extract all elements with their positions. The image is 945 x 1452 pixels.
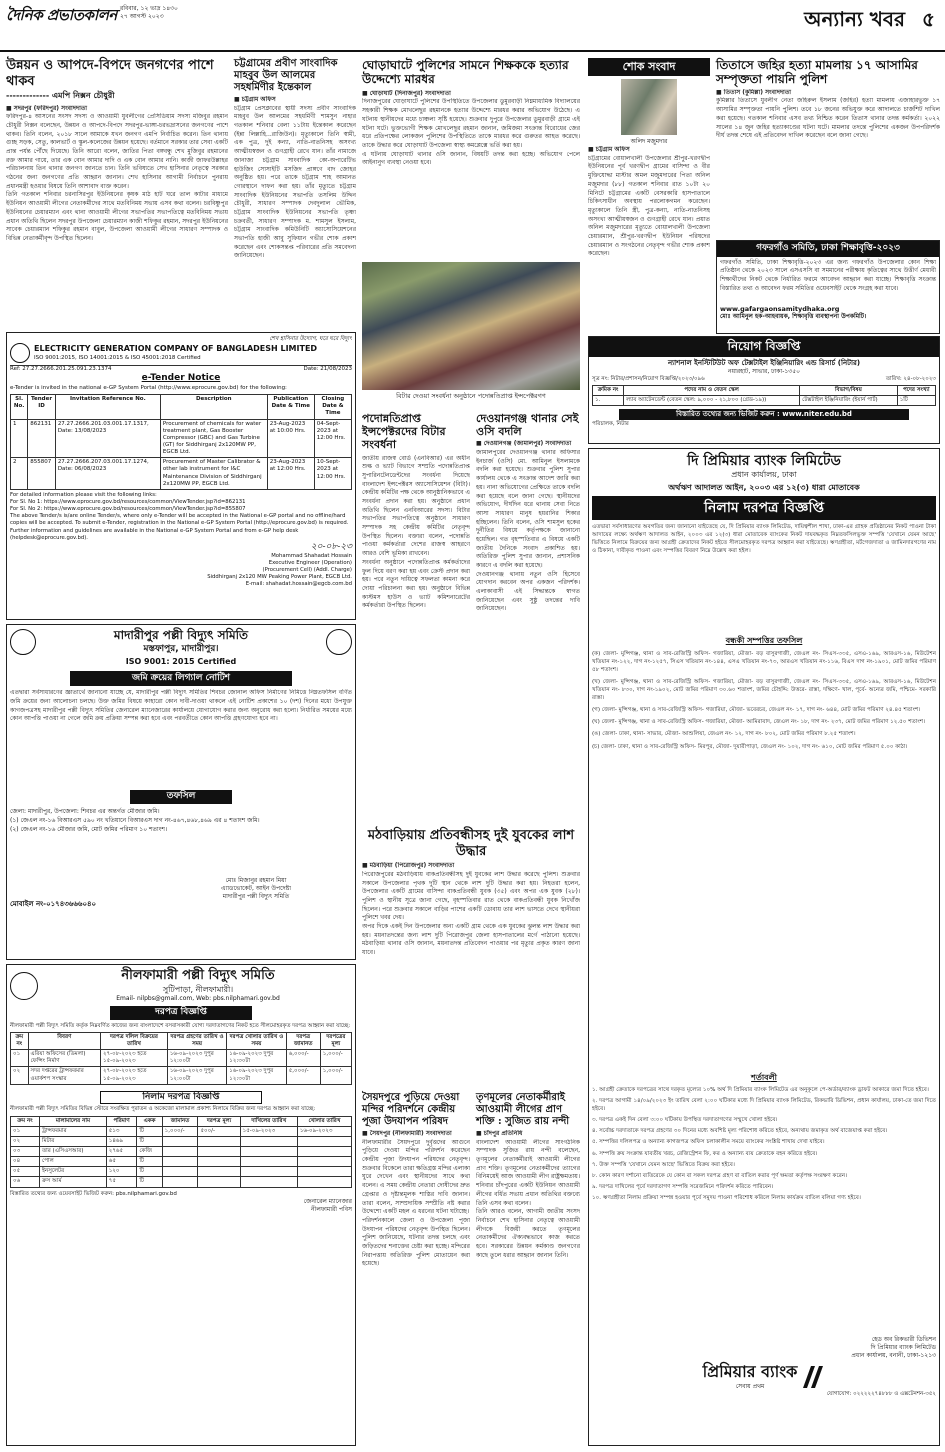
table-cell (162, 1167, 198, 1177)
terms-list (592, 1086, 936, 1336)
table-cell: ০৪ (11, 1157, 40, 1167)
table-cell: 23-Aug-2023 at 10:00 Hrs. (267, 419, 314, 458)
table-cell (240, 1167, 297, 1177)
schedule-item: (ঘ) জেলা- মুন্সিগঞ্জ, থানা ও সাব-রেজিস্ট্রি অফিস- গজারিয়া, মৌজা- আমিরাবাদ, জেএল নং- ১৮, দাগ নং- ২৩৭, মোট জমির পরিমাণ ১২.৫০ শতাংশ। (592, 719, 926, 726)
date-line-english: ২৭ আগস্ট ২০২৩ (120, 13, 164, 21)
dateline: ■ সৈয়দপুর (নীলফামারী) সংবাদদাতা (362, 1130, 452, 1137)
table-cell: ০১ (11, 1126, 40, 1136)
bank-title: দি প্রিমিয়ার ব্যাংক লিমিটেড (687, 453, 841, 469)
dateline: ■ চট্টগ্রাম অফিস (588, 146, 630, 154)
headline: ঘোড়াঘাটে পুলিশের সামনে শিক্ষককে হত্যার উদ্দেশ্যে মারধর (362, 58, 569, 87)
table-cell: ২৭৬৫ (106, 1147, 137, 1157)
article-body: দিনাজপুরের ঘোড়াঘাটে পুলিশের উপস্থিতিতে উপজেলার ডুমুরবাড়ী নিম্নমাধ্যমিক বিদ্যালয়ের সহকারী শিক্ষক মোখলেছুর রহমানকে হত্যার উদ্দেশ্যে মারধর করার অভিযোগ উঠেছে। এ ঘটনায় স্থানীয়দের মধ্যে চাঞ্চল্য সৃষ্টি হয়েছে। শুক্রবার দুপুরে উপজেলার ডুমুরবাড়ী গ্রামে এই ঘটনা ঘটে। ভুক্তভোগী শিক্ষক মোখলেছুর রহমান জানান, জমিজমা সংক্রান্ত বিরোধের জের ধরে প্রতিপক্ষের লোকজন পুলিশের উপস্থিতিতে তাকে মারধর করে গুরুতর আহত করেছে। তাকে উদ্ধার করে ঘোড়াঘাট উপজেলা স্বাস্থ্য কমপ্লেক্সে ভর্তি করা হয়। এ ঘটনায় ঘোড়াঘাট থানার ওসি জানান, বিষয়টি তদন্ত করা হচ্ছে। অভিযোগ পেলে আইনানুগ ব্যবস্থা নেওয়া হবে। (362, 98, 580, 167)
table-cell (240, 1177, 297, 1187)
table-cell: ৭৫ (106, 1177, 137, 1187)
table-cell (240, 1136, 297, 1146)
article-mathbaria (362, 828, 580, 1088)
photo-caption: বিটার দেওয়া সংবর্ধনা অনুষ্ঠানে পদোন্নতিপ্রাপ্ত ইন্সপেক্টরগণ (396, 392, 546, 400)
auction-intro: নীলফামারী পল্লী বিদ্যুৎ সমিতির বিভিন্ন স্টোরে সংরক্ষিত পুরাতন ও অকেজো মালামাল প্রকাশ্য নিলামে বিক্রির জন্য দরপত্র আহ্বান করা যাচ্ছে: (10, 1106, 316, 1113)
table-cell (240, 1157, 297, 1167)
table-cell: পোল (40, 1157, 107, 1167)
iso-line: ISO 9001: 2015 Certified (125, 657, 237, 667)
table-cell: ইনসুলেটর (40, 1167, 107, 1177)
article-ghoraghat (362, 58, 580, 258)
term-item: ২. দরপত্র আগামী ১৪/০৯/২০২৩ ইং তারিখ বেলা ২:০০ ঘটিকার মধ্যে দি প্রিমিয়ার ব্যাংক লিমিটেড, রিকভারি ডিভিশন, প্রধান কার্যালয়, ঢাকা-তে জমা দিতে হইবে। (592, 1098, 936, 1113)
table-cell (162, 1177, 198, 1187)
ref-number: সূত্র নং: নিটার/প্রশাসন/নিয়োগ বিজ্ঞপ্তি/২০২৩/০৯৬ (592, 376, 705, 383)
gafargaon-scholarship-ad (716, 240, 940, 334)
schedule-item: (ক) জেলা- মুন্সিগঞ্জ, থানা ও সাব-রেজিস্ট্রি অফিস- গজারিয়া, মৌজা- বড় বাসুরগাজী, জেএল নং- সিএস-৩৩৫, এসএ-১৬৯, আরএস-১৬, মিউটেশন খতিয়ান নং-১২২, দাগ নং-১২৫৭, সিএস খতিয়ান নং-১৪৪, এসএ খতিয়ান নং-৭৩, আরএস খতিয়ান নং-১১৬, বিএস দাগ নং-১৯০১, মোট জমির পরিমাণ ৫৮ শতাংশ। (592, 650, 936, 673)
col-header: জামানত (162, 1116, 198, 1126)
byline: ------------- এমপি নিক্সন চৌধুরী (6, 91, 115, 101)
table-cell: ৫,০০০/- (286, 1067, 320, 1084)
article-trinomul (476, 1092, 580, 1446)
egcb-logo-icon (10, 343, 30, 363)
terms-title: শর্তাবলী (751, 1072, 777, 1082)
bank-subtitle: প্রধান কার্যালয়, ঢাকা (731, 470, 797, 480)
term-item: ৮. কোন কারণ দর্শানো ব্যতিরেকে যে কোন বা সকল দরপত্র গ্রহণ বা বাতিল করার পূর্ণ ক্ষমতা কর্তৃপক্ষ সংরক্ষণ করেন। (592, 1172, 848, 1179)
table-row (11, 1067, 352, 1084)
headline: চট্টগ্রামের প্রবীণ সাংবাদিক মাহবুব উল আলমের সহধর্মিণীর ইন্তেকাল (234, 58, 338, 93)
term-item: ৫. সম্পত্তির দলিলপত্র ও অন্যান্য কাগজপত্র অফিস চলাকালীন সময়ে ব্যাংকের সংশ্লিষ্ট শাখায় দেখা যাইবে। (592, 1139, 825, 1146)
col-header: Closing Date & Time (314, 395, 351, 419)
dateline: ■ দেওয়ানগঞ্জ (জামালপুর) সংবাদদাতা (476, 440, 572, 448)
auction-table (10, 1116, 352, 1188)
niter-post-table (592, 385, 936, 406)
col-header: পদের নাম ও বেতন স্কেল (624, 385, 800, 395)
auction-title: নিলাম দরপত্র বিজ্ঞপ্তি (100, 1091, 262, 1105)
headline: তৃণমূলের নেতাকর্মীরাই আওয়ামী লীগের প্রাণ শক্তি : সুজিত রায় নন্দী (476, 1092, 570, 1127)
nilphamari-pbs-notice (6, 964, 356, 1446)
table-cell: ১৬-০৯-২০২৩ দুপুর ১২:০০টা (167, 1067, 226, 1084)
table-row (11, 1050, 352, 1067)
company-name: ELECTRICITY GENERATION COMPANY OF BANGLADESH LIMITED (34, 344, 318, 354)
article-body: কুমিল্লার তিতাসে যুবলীগ নেতা জহিরুল ইসলাম (জহির) হত্যা মামলায় এজাহারভুক্ত ১৭ আসামির সম্পৃক্ততা পায়নি পুলিশ। তবে ১৮ জনের অভিযুক্ত করে আদালতে চার্জশিট দাখিল করা হয়েছে। গতকাল শনিবার এসব তথ্য নিশ্চিত করেন তিতাস থানার তদন্ত কর্মকর্তা। ২০২২ সালের ১৪ জুন জহির হত্যাকাণ্ডের ঘটনা ঘটে। মামলার তদন্তে পুলিশের একজন উপপরিদর্শক দীর্ঘ তদন্ত শেষে এই প্রতিবেদন দাখিল করেছেন বলে জানা গেছে। (716, 97, 940, 140)
table-cell (162, 1157, 198, 1167)
notice-title: নিলাম দরপত্র বিজ্ঞপ্তি (592, 496, 936, 520)
table-cell (297, 1177, 351, 1187)
col-header: বিবরণ (28, 1032, 100, 1049)
article-body: বাংলাদেশ আওয়ামী লীগের সাংগঠনিক সম্পাদক সুজিত রায় নন্দী বলেছেন, তৃণমূলের নেতাকর্মীরাই আওয়ামী লীগের প্রাণ শক্তি। তৃণমূলের নেতাকর্মীদের ত্যাগের বিনিময়েই আজ আওয়ামী লীগ রাষ্ট্রক্ষমতায়। শনিবার চাঁদপুরের একটি ইউনিয়ন আওয়ামী লীগের বর্ধিত সভায় প্রধান অতিথির বক্তব্যে তিনি এসব কথা বলেন। তিনি আরও বলেন, আগামী জাতীয় সংসদ নির্বাচনে শেখ হাসিনার নেতৃত্বে আওয়ামী লীগকে বিজয়ী করতে তৃণমূলের নেতাকর্মীদের ঐক্যবদ্ধভাবে কাজ করতে হবে। সরকারের উন্নয়ন কর্মকাণ্ড জনগণের কাছে তুলে ধরার আহ্বান জানান তিনি। (476, 1138, 580, 1259)
table-cell: ১৬-০৯-২০২৩ দুপুর ১২:৩০টা (227, 1067, 286, 1084)
table-cell: Procurement of Master Calibrator & other lab instrument for I&C Maintenance Division of Siddhirganj 2x120MW PP, EGCB Ltd. (160, 458, 267, 490)
article-obituary-chattogram (234, 58, 356, 328)
table-cell: ট্রান্সফরমার (40, 1126, 107, 1136)
term-item: ৯. দরপত্র দাখিলের পূর্বে দরদাতাগণ সম্পত্তি সরেজমিনে পরিদর্শন করিতে পারিবেন। (592, 1183, 774, 1190)
table-cell: টি (137, 1157, 162, 1167)
table-cell: ১৬-০৯-২০২৩ দুপুর ১২:৩০টা (227, 1050, 286, 1067)
table-cell: ২৭-০৮-২০২৩ হতে ১৫-০৯-২০২৩ (101, 1050, 168, 1067)
table-cell: 27.27.2666.201.03.001.17.1317, Date: 13/08/2023 (55, 419, 160, 458)
col-header: Publication Date & Time (267, 395, 314, 419)
dateline: ■ তিতাস (কুমিল্লা) সংবাদদাতা (716, 88, 792, 96)
table-cell: ২৭-০৮-২০২৩ হতে ১৫-০৯-২০২৩ (101, 1067, 168, 1084)
newspaper-logo: দৈনিক প্রভাতকালন (6, 6, 117, 24)
table-cell: ০২ (11, 1067, 29, 1084)
table-cell: 855807 (28, 458, 56, 490)
ref-date: Date: 21/08/2023 (303, 366, 352, 373)
table-cell: ১,০০০/- (162, 1126, 198, 1136)
table-cell (297, 1136, 351, 1146)
mobile-number: মোবাইল নং-০১৭৪৩৬৬৬০৪০ (10, 900, 97, 909)
article-body: পিরোজপুরের মঠবাড়িয়ায় বাকপ্রতিবন্ধীসহ দুই যুবকের লাশ উদ্ধার করেছে পুলিশ। শুক্রবার সকালে উপজেলার পৃথক দুটি স্থান থেকে লাশ দুটি উদ্ধার করা হয়। নিহতরা হলেন, উপজেলার একটি গ্রামের বাসিন্দা বাকপ্রতিবন্ধী যুবক (৩৫) এবং অপর এক যুবক (২৮)। পুলিশ ও স্থানীয় সূত্রে জানা গেছে, বৃহস্পতিবার রাত থেকে বাকপ্রতিবন্ধী যুবক নিখোঁজ ছিলেন। পরে শুক্রবার সকালে বাড়ির পাশের একটি ডোবায় তার লাশ ভাসতে দেখে স্থানীয়রা পুলিশে খবর দেয়। অপর দিকে একই দিন উপজেলার অন্য একটি গ্রাম থেকে এক যুবকের ঝুলন্ত লাশ উদ্ধার করা হয়। ময়নাতদন্তের জন্য লাশ দুটি পিরোজপুর জেলা হাসপাতালের মর্গে পাঠানো হয়েছে। মঠবাড়িয়া থানার ওসি জানান, ময়নাতদন্ত প্রতিবেদন পাওয়ার পর মৃত্যুর প্রকৃত কারণ জানা যাবে। (362, 870, 580, 957)
tender-details: For detailed information please visit the following links: For Sl. No 1: https://www.eprocure.gov.bd/resources/common/ViewTender.jsp?id=862131 For Sl. No 2: https://www.eprocure.gov.bd/resources/common/ViewTender.jsp?id=855807 The above Tender/s is/are online Tender/s, where only e-Tender will be accepted in the National e-GP portal and no offline/hard copies will be accepted. To submit e-Tender, registration in the National e-GP System Portal (http://eprocure.gov.bd) is required. Further information and guidelines are available in the National e-GP System Portal and from e-GP help desk (helpdesk@eprocure.gov.bd). (10, 491, 349, 541)
table-cell: মিটার (40, 1136, 107, 1146)
col-header: দরপত্রের মূল্য (320, 1032, 351, 1049)
headline: দেওয়ানগঞ্জ থানার সেই ওসি বদলি (476, 412, 579, 439)
col-header: Description (160, 395, 267, 419)
article-body: ফরিদপুর-৪ আসনের সংসদ সদস্য ও আওয়ামী যুবলীগের প্রেসিডিয়াম সদস্য মজিবুর রহমান চৌধুরী নিক্সন বলেছেন, উন্নয়ন ও আপদে-বিপদে সদরপুর-ভাঙ্গা-চরভদ্রাসনের জনগণের পাশে থাকব। তিনি বলেন, ২০১৮ সালে আমাকে যখন জনগণ এমপি নির্বাচিত করেন। তিন থানায় গুচ্ছ সড়ক, সেতু, কালভার্ট ও স্কুল-কলেজের উন্নয়ন হয়েছে। বর্তমানে সরকার তার সেবা একটি প্রান্ত পর্যন্ত পৌঁছে দিয়েছে। তিনি আরো বলেন, জাতির পিতা বঙ্গবন্ধু শেখ মুজিবুর রহমানের রক্ত আমার গায়ে, তার এক বোন আমার দাদি ও এক বোন আমার নানি। কাজী জাফরউল্লাহর পরিচালনায় তিন থানার জনগণ জানতে চান। তিনি ভবিষ্যতে সেখ হাসিনার নেতৃত্বে সরকার গঠনের জন্য জনগণের প্রতি আহ্বান জানান। শেখ হাসিনার আগামী নির্বাচনে পুনরায় প্রধানমন্ত্রী হওয়ার বিষয়ে তিনি আশাবাদ ব্যক্ত করেন। তিনি গতকাল শনিবার চরনাসিরপুর ইউনিয়নের কৃষক মাঠ হাট ঘরে তাল কাটার মাধ্যমে ইউনিয়ন আওয়ামী লীগের নেতাকর্মীদের সাথে মতবিনিময় সভায় এসব কথা বলেন। চরবিষ্ণুপুর ইউনিয়নের চেয়ারম্যান এবং থানা আওয়ামী লীগের সভাপতির সভাপতিত্বে মতবিনিময় সভায় প্রধান অতিথি ছিলেন সদরপুর উপজেলা চেয়ারম্যান কাজী শফিকুর রহমান, সদরপুর ইউনিয়নের সাবেক চেয়ারম্যান শফিকুর রহমান বাবুল, উপজেলা আওয়ামী লীগের সাধারণ সম্পাদক ও বিভিন্ন নেতাকর্মীবৃন্দ উপস্থিত ছিলেন। (6, 113, 228, 242)
table-cell: টি (137, 1177, 162, 1187)
notice-intro: এতদ্বারা সর্বসাধারণের অবগতির জন্য জানানো যাইতেছে যে, দি প্রিমিয়ার ব্যাংক লিমিটেড, দায়িত্বশীল শাখা, ঢাকা-এর গ্রাহক প্রতিষ্ঠানের নিকট পাওনা টাকা আদায়ের লক্ষ্যে অর্থঋণ আদালত আইন, ২০০৩ এর ১২(৩) ধারা মোতাবেক ব্যাংকের নিকট দায়বদ্ধকৃত নিম্নতফসিলভুক্ত সম্পত্তি 'যেখানে যেমন আছে' ভিত্তিতে নিলামে বিক্রয়ের জন্য আগ্রহী ক্রেতাদের নিকট হইতে সীলমোহরকৃত দরপত্র আহ্বান করা যাইতেছে। ঋণগ্রহীতা, মর্টগেজদাতা ও জামিনদারগণের নাম ও ঠিকানা, দাবীকৃত পাওনা এবং সম্পত্তির বিবরণ নিম্নে উল্লেখ করা হইল। (592, 524, 936, 555)
date-block (120, 5, 178, 21)
ref-date: তারিখ: ২৪-০৮-২০২৩ (885, 376, 936, 383)
table-cell: Procurement of chemicals for water treatment plant, Gas Booster Compressor (GBC) and Gas Turbine (GT) for Siddhirganj 2x120MW PP, EGCB Ltd. (160, 419, 267, 458)
tender-table (10, 1032, 352, 1085)
table-row (11, 1157, 352, 1167)
signer-block: জেনারেল ম্যানেজার নীলফামারী পবিস (303, 1197, 352, 1213)
schedule-item: (খ) জেলা- মুন্সিগঞ্জ, থানা ও সাব-রেজিস্ট্রি অফিস- গজারিয়া, মৌজা- বড় বাসুরগাজী, জেএল নং- সিএস-৩৩৫, এসএ-১৬৯, আরএস-১৬, মিউটেশন খতিয়ান নং- ৮৩০, দাগ নং-১৯০২, মোট জমির পরিমাণ ৩০.৬০ শতাংশ, জমির চৌহদ্দি: উত্তরে- রাস্তা, দক্ষিণে- খাল, পূর্বে- অন্যের জমি, পশ্চিমে- সরকারি রাস্তা। (592, 678, 936, 702)
table-row (11, 1136, 352, 1146)
egcb-tender-ad (6, 332, 356, 620)
table-row (11, 458, 352, 490)
obituary-photo (621, 79, 677, 135)
col-header: দরপত্র জামানত (286, 1032, 320, 1049)
table-cell (297, 1147, 351, 1157)
notice-body: এতদ্বারা সর্বসাধারণের জ্ঞাতার্থে জানানো যাচ্ছে যে, মাদারীপুর পল্লী বিদ্যুৎ সমিতির শিবচর জোনাল অফিস নির্মাণের নিমিত্তে নিম্নতফসিল বর্ণিত জমি ক্রয়ের জন্য আলোচনা চলছে। উক্ত জমির বিষয়ে কাহারো কোন দাবী-দাওয়া থাকলে এই নোটিশ প্রকাশের ১০ (দশ) দিনের মধ্যে উপযুক্ত কাগজপত্রসহ মাদারীপুর পল্লী বিদ্যুৎ সমিতির জেনারেল ম্যানেজারের কার্যালয়ে যোগাযোগ করার জন্য অনুরোধ করা হলো। নির্ধারিত সময়ের মধ্যে কোন আপত্তি পাওয়া না গেলে জমি ক্রয় প্রক্রিয়া সম্পন্ন করা হবে এবং পরবর্তীতে কোন আপত্তি গ্রহণযোগ্য হবে না। (10, 689, 352, 723)
table-cell (198, 1157, 240, 1167)
org-subtitle: মস্তফাপুর, মাদারীপুর। (143, 643, 219, 654)
news-photo (362, 262, 580, 390)
table-cell: ০৩ (11, 1147, 40, 1157)
ref-row (589, 375, 939, 384)
table-cell: ১,০০০/- (320, 1050, 351, 1067)
table-cell: ৫১৩ (106, 1126, 137, 1136)
table-cell: টি (137, 1167, 162, 1177)
bank-logo-text: প্রিমিয়ার ব্যাংক (702, 1362, 798, 1382)
table-cell: ১৬-০৯-২০২৩ দুপুর ১২:০০টা (167, 1050, 226, 1067)
iso-line: ISO 9001:2015, ISO 14001:2015 & ISO 45001:2018 Certified (34, 354, 201, 361)
table-cell: 10-Sept-2023 at 12:00 Hrs. (314, 458, 351, 490)
table-cell: ১টি (897, 395, 935, 405)
article-body: নীলফামারীর সৈয়দপুরে দুর্বৃত্তদের আগুনে পুড়িয়ে দেওয়া মন্দির পরিদর্শন করেছেন কেন্দ্রীয় পূজা উদযাপন পরিষদের নেতৃবৃন্দ। শুক্রবার বিকেলে তারা ক্ষতিগ্রস্ত মন্দির এলাকা ঘুরে দেখেন এবং স্থানীয়দের সাথে কথা বলেন। এ সময় কেন্দ্রীয় নেতারা দোষীদের দ্রুত গ্রেপ্তার ও দৃষ্টান্তমূলক শাস্তির দাবি জানান। তারা বলেন, সাম্প্রদায়িক সম্প্রীতি নষ্ট করার উদ্দেশ্যে একটি মহল এ ধরনের ঘটনা ঘটাচ্ছে। পরিদর্শনকালে জেলা ও উপজেলা পূজা উদযাপন পরিষদের নেতৃবৃন্দ উপস্থিত ছিলেন। পুলিশ জানিয়েছে, ঘটনার তদন্ত চলছে এবং জড়িতদের শনাক্তের চেষ্টা করা হচ্ছে। মন্দিরের নিরাপত্তায় অতিরিক্ত পুলিশ মোতায়েন করা হয়েছে। (362, 1138, 470, 1268)
madaripur-pbs-notice (6, 624, 356, 960)
table-cell: এরিয়া অফিসের (ডিমলা) ফেন্সিং নির্মাণ (28, 1050, 100, 1067)
dateline: ■ ঘোড়াঘাট (দিনাজপুর) সংবাদদাতা (362, 89, 451, 97)
dateline: ■ চাঁদপুর প্রতিনিধি (476, 1130, 523, 1137)
col-header: দরপত্র দলিল বিক্রয়ের তারিখ (101, 1032, 168, 1049)
headline: সৈয়দপুরে পুড়িয়ে দেওয়া মন্দির পরিদর্শনে কেন্দ্রীয় পূজা উদযাপন পরিষদ (362, 1092, 460, 1127)
notice-footer: বিস্তারিত তথ্যের জন্য ওয়েবসাইট ভিজিট করুন: pbs.nilphamari.gov.bd (10, 1190, 177, 1197)
dateline: ■ মঠবাড়িয়া (পিরোজপুর) সংবাদদাতা (362, 862, 455, 870)
col-header: একক (137, 1116, 162, 1126)
article-nixon (6, 58, 228, 328)
ad-footer[interactable]: বিস্তারিত তথ্যের জন্য ভিজিট করুন : www.niter.edu.bd (619, 409, 909, 420)
pbs-logo-icon (10, 972, 38, 1000)
signer-block: মোঃ মিজানুর রহমান মিয়া এ্যাডভোকেট, আইন উপদেষ্টা মাদারীপুর পল্লী বিদ্যুৎ সমিতি (220, 877, 292, 900)
table-cell: ১২০ (106, 1167, 137, 1177)
date-line-bangla: রবিবার, ১২ ভাদ্র ১৪৩০ (120, 5, 178, 12)
col-header: খোলার তারিখ (297, 1116, 351, 1126)
signature-date: ২০-০৮-২৩ (310, 541, 352, 552)
org-name: ন্যাশনাল ইনস্টিটিউট অফ টেক্সটাইল ইঞ্জিনিয়ারিং এন্ড রিসার্চ (নিটার) (667, 358, 861, 367)
table-cell (198, 1167, 240, 1177)
table-cell: ৬,০০০/- (286, 1050, 320, 1067)
table-cell: টি (137, 1126, 162, 1136)
law-reference: অর্থঋণ আদালত আইন, ২০০৩ এর ১২(৩) ধারা মোতাবেক (668, 482, 860, 492)
pbs-logo-icon (10, 629, 36, 655)
table-cell: তার (এসিএসআর) (40, 1147, 107, 1157)
table-cell: ১,০০০/- (320, 1067, 351, 1084)
signer-block: হেড অব রিকভারী ডিভিশন দি প্রিমিয়ার ব্যাংক লিমিটেড প্রধান কার্যালয়, বনানী, ঢাকা-১২১৩ (851, 1335, 936, 1359)
ad-title: গফরগাঁও সমিতি, ঢাকা শিক্ষাবৃত্তি-২০২৩ (717, 241, 939, 257)
term-item: ৬. সম্পত্তি ক্রয় সংক্রান্ত যাবতীয় খরচ, রেজিস্ট্রেশন ফি, কর ও অন্যান্য ব্যয় ক্রেতাকে বহন করিতে হইবে। (592, 1150, 818, 1157)
term-item: ১. আগ্রহী ক্রেতাকে দরপত্রের সাথে দরকৃত মূল্যের ১০% অর্থ দি প্রিমিয়ার ব্যাংক লিমিটেড এর অনুকূলে পে-অর্ডার/ব্যাংক ড্রাফট আকারে জমা দিতে হইবে। (592, 1086, 929, 1093)
org-title: মাদারীপুর পল্লী বিদ্যুৎ সমিতি (113, 628, 249, 642)
col-header: Sl. No. (11, 395, 28, 419)
schedule-item: (ঙ) জেলা- ঢাকা, থানা- সাভার, মৌজা- আশুলিয়া, জেএল নং- ১২, দাগ নং- ৮০২, মোট জমির পরিমাণ ৮.২৫ শতাংশ। (592, 731, 856, 738)
notice-title: জমি ক্রয়ের লিগ্যাল নোটিশ (70, 671, 292, 687)
table-cell: ০১ (11, 1050, 29, 1067)
org-title: নীলফামারী পল্লী বিদ্যুৎ সমিতি (121, 968, 275, 983)
col-header: দাখিলের তারিখ (240, 1116, 297, 1126)
table-cell (198, 1177, 240, 1187)
ad-title: নিয়োগ বিজ্ঞপ্তি (589, 337, 939, 357)
article-body: চট্টগ্রাম প্রেসক্লাবের স্থায়ী সদস্য প্রবীণ সাংবাদিক মাহবুব উল আলমের সহধর্মিণী শামসুন নাহার গতকাল শনিবার বেলা ১১টায় ইন্তেকাল করেছেন (ইন্না লিল্লাহি...রাজিউন)। মৃত্যুকালে তিনি স্বামী, এক পুত্র, দুই কন্যা, নাতি-নাতনিসহ অসংখ্য আত্মীয়স্বজন ও গুণগ্রাহী রেখে যান। তাঁর নামাজে জানাজা চট্টগ্রাম সাংবাদিক কো-অপারেটিভ হাউজিং সোসাইটি মসজিদ প্রাঙ্গণে বাদ জোহর অনুষ্ঠিত হয়। পরে তাকে চট্টগ্রাম শাহ আমানত গোরস্থানে দাফন করা হয়। তাঁর মৃত্যুতে চট্টগ্রাম সাংবাদিক ইউনিয়নের সভাপতি তসলিম উদ্দিন চৌধুরী, সাধারণ সম্পাদক দেবদুলাল ভৌমিক, চট্টগ্রাম সাংবাদিক ইউনিয়নের সভাপতি তৃষ্ণা চক্রবর্তী, সাধারণ সম্পাদক ম. শামসুল ইসলাম, চট্টগ্রাম সাংবাদিক কমিউনিটি অ্যাসোসিয়েশনের সভাপতি হাজী আবু সুফিয়ান গভীর শোক প্রকাশ করেছেন এবং শোকসন্তপ্ত পরিবারের প্রতি সমবেদনা জানিয়েছেন। (234, 104, 356, 260)
table-cell: কেজি (137, 1147, 162, 1157)
ref-number: Ref: 27.27.2666.201.25.091.23.1374 (10, 366, 112, 373)
table-cell: ১. (593, 395, 624, 405)
bank-logo-icon (803, 1366, 825, 1388)
obituary-title: শোক সংবাদ (588, 58, 710, 76)
table-cell: 2 (11, 458, 28, 490)
col-header: Tender ID (28, 395, 56, 419)
signer-block: Mohammad Shahadat Hossain Executive Engineer (Operation) (Procurement Cell) (Addl. Charge) Siddhirganj 2x120 MW Peaking Power Plant, EGCB Ltd. E-mail: shahadat.hossain@egcb.com.bd (207, 553, 352, 587)
ad-contact: মোঃ আমিনুল হক-আহবায়ক, শিক্ষাবৃত্তি ব্যবস্থাপনা উপকমিটি। (720, 313, 867, 321)
table-cell: ১৫-০৯-২০২৩ (240, 1126, 297, 1136)
ad-body: গফরগাঁও সমিতি, ঢাকা শিক্ষাবৃত্তি-২০২৩ এর জন্য গফরগাঁও উপজেলার কোন শিক্ষা প্রতিষ্ঠান থেকে ২০২৩ সালে এসএসসি বা সমমানের পরীক্ষায় কৃতিত্বের সাথে উত্তীর্ণ মেধাবী শিক্ষার্থীদের নিকট থেকে নির্ধারিত ফরমে আবেদন আহ্বান করা যাচ্ছে। শিক্ষাবৃত্তি সংক্রান্ত বিস্তারিত তথ্য ও আবেদন ফরম সমিতির ওয়েবসাইট থেকে সংগ্রহ করা যাবে। (720, 258, 936, 292)
tender-table (10, 394, 352, 490)
table-cell: ০৬ (11, 1177, 40, 1187)
table-row (11, 1126, 352, 1136)
col-header: পদের সংখ্যা (897, 385, 935, 395)
bank-logo-sub: সেবায় প্রথম (735, 1383, 765, 1391)
col-header: দরপত্র খোলার তারিখ ও সময় (227, 1032, 286, 1049)
col-header: দরপত্র গ্রহণের তারিখ ও সময় (167, 1032, 226, 1049)
org-address: নয়ারহাট, সাভার, ঢাকা-১৩৫০ (728, 367, 800, 375)
ad-signer: পরিচালক, নিটার (592, 421, 629, 427)
schedule-title: বন্ধকী সম্পত্তির তফসিল (725, 636, 803, 646)
article-saidpur (362, 1092, 470, 1446)
table-row (11, 1147, 352, 1157)
table-cell: 23-Aug-2023 at 12:00 Hrs. (267, 458, 314, 490)
obituary-box (588, 58, 710, 328)
table-cell: ৫০০/- (198, 1126, 240, 1136)
table-cell: ০২ (11, 1136, 40, 1146)
notice-title: e-Tender Notice (141, 373, 221, 384)
article-body: জামালপুরের দেওয়ানগঞ্জ থানার অফিসার ইনচার্জ (ওসি) মো. আমিনুল ইসলামকে বদলি করা হয়েছে। শুক্রবার পুলিশ সুপার কার্যালয় থেকে এ সংক্রান্ত আদেশ জারি করা হয়। নানা অভিযোগের প্রেক্ষিতে তাকে বদলি করা হয়েছে বলে জানা গেছে। স্থানীয়দের অভিযোগ, দীর্ঘদিন ধরে থানায় সেবা নিতে আসা সাধারণ মানুষ হয়রানির শিকার হচ্ছিলেন। তিনি বলেন, ওসি শামসুল হকের দুর্নীতির বিষয়ে কর্তৃপক্ষকে জানানো হয়েছিল। গত বৃহস্পতিবার এ বিষয়ে একটি জাতীয় দৈনিকে সংবাদ প্রকাশিত হয়। অতিরিক্ত পুলিশ সুপার জানান, প্রশাসনিক কারণে এ বদলি করা হয়েছে। দেওয়ানগঞ্জ থানায় নতুন ওসি হিসেবে যোগদান করবেন অপর একজন পরিদর্শক। এলাকাবাসী এই সিদ্ধান্তকে স্বাগত জানিয়েছেন এবং সুষ্ঠু তদন্তের দাবি জানিয়েছেন। (476, 449, 580, 613)
headline: পদোন্নতিপ্রাপ্ত ইন্সপেক্টরদের বিটার সংবর্ধনা (362, 412, 446, 452)
niter-recruitment-ad (588, 336, 940, 444)
article-body: জাতীয় রাজস্ব বোর্ড (এনবিআর) এর অধীন শুল্ক ও ভ্যাট বিভাগে সম্প্রতি পদোন্নতিপ্রাপ্ত সুপারিনটেনডেন্টদের সংবর্ধনা দিয়েছে বাংলাদেশ ইন্সপেক্টরস অ্যাসোসিয়েশন (বিটা)। কেন্দ্রীয় কমিটির পক্ষ থেকে আনুষ্ঠানিকভাবে এ সংবর্ধনা প্রদান করা হয়। অনুষ্ঠানে প্রধান অতিথি ছিলেন এনবিআরের সদস্য। বিটার সভাপতির সভাপতিত্বে অনুষ্ঠানে সাধারণ সম্পাদক সহ কেন্দ্রীয় কমিটির নেতৃবৃন্দ উপস্থিত ছিলেন। বক্তারা বলেন, পদোন্নতি পাওয়া কর্মকর্তারা দেশের রাজস্ব আহরণে আরও বেশি ভূমিকা রাখবেন। সংবর্ধনা অনুষ্ঠানে পদোন্নতিপ্রাপ্ত কর্মকর্তাদের ফুল দিয়ে বরণ করা হয় এবং ক্রেস্ট প্রদান করা হয়। পরে নতুন দায়িত্বে সফলতা কামনা করে দোয়া পরিচালনা করা হয়। অনুষ্ঠানে বিভিন্ন কাস্টমস হাউস ও ভ্যাট কমিশনারেটের কর্মকর্তারা উপস্থিত ছিলেন। (362, 454, 470, 610)
org-subtitle: সুটিপাড়া, নীলফামারী। (162, 984, 234, 994)
table-cell: 04-Sept-2023 at 12:00 Hrs. (314, 419, 351, 458)
table-cell: ১৪৬৯ (106, 1136, 137, 1146)
page-number: ৫ (922, 7, 935, 31)
dateline: ■ সদরপুর (ফরিদপুর) সংবাদদাতা (6, 104, 88, 112)
col-header: মালামালের নাম (40, 1116, 107, 1126)
table-cell: টি (137, 1136, 162, 1146)
col-header: দরপত্র মূল্য (198, 1116, 240, 1126)
headline: উন্নয়ন ও আপদে-বিপদে জনগণের পাশে থাকব (6, 58, 214, 89)
table-cell: 862131 (28, 419, 56, 458)
table-cell: সদর দপ্তরের ট্রান্সফরমার ওয়ার্কশপ সংস্কার (28, 1067, 100, 1084)
section-name: অন্যান্য খবর (804, 7, 905, 31)
table-cell (162, 1136, 198, 1146)
article-bita (362, 412, 470, 824)
table-cell: ৬৫ (106, 1157, 137, 1167)
table-cell: 27.27.2666.207.03.001.17.1274, Date: 06/08/2023 (55, 458, 160, 490)
article-dewanganj (476, 412, 580, 824)
notice-intro: নীলফামারী পল্লী বিদ্যুৎ সমিতি কর্তৃক নিম্নবর্ণিত কাজের জন্য বাংলাদেশে বসবাসকারী যোগ্য দরদাতাগণের নিকট হতে সীলমোহরকৃত দরপত্র আহ্বান করা যাচ্ছে: (10, 1022, 351, 1029)
table-cell (240, 1147, 297, 1157)
col-header: ক্রম নং (11, 1032, 29, 1049)
table-cell (297, 1157, 351, 1167)
col-header: বিভাগ/বিষয় (800, 385, 898, 395)
term-item: ৭. উক্ত সম্পত্তি 'যেখানে যেমন আছে' ভিত্তিতে বিক্রয় করা হইবে। (592, 1161, 735, 1168)
headline: মঠবাড়িয়ায় প্রতিবন্ধীসহ দুই যুবকের লাশ উদ্ধার (367, 828, 575, 859)
term-item: ১০. ঋণগ্রহীতা নিলাম প্রক্রিয়া সম্পন্ন হওয়ার পূর্বে সমুদয় পাওনা পরিশোধ করিলে নিলাম কার্যক্রম বাতিল বলিয়া গণ্য হইবে। (592, 1195, 861, 1202)
ad-website[interactable]: www.gafargaonsamitydhaka.org (720, 304, 840, 313)
headline: তিতাসে জহির হত্যা মামলায় ১৭ আসামির সম্পৃক্ততা পায়নি পুলিশ (716, 58, 918, 87)
col-header: Invitation Reference No. (55, 395, 160, 419)
obituary-name: অলিদ মজুমদার (630, 138, 668, 146)
table-cell: 1 (11, 419, 28, 458)
table-row (11, 1177, 352, 1187)
tofsil-body: জেলা: মাদারীপুর, উপজেলা: শিবচর এর অন্তর্গত মৌজার জমি। (১) জেএল নং-১৬ বিআরএস ৫৯০ নং খতিয়ানে বিআরএস দাগ নং-৪৬৭,৪৬৮,৪৬৯ এর ৪ শতাংশ জমি। (২) জেএল নং-১৬ মৌজার জমি, মোট জমির পরিমাণ ১০ শতাংশ। (10, 808, 260, 834)
table-cell: টেক্সটাইল ইঞ্জিনিয়ারিং (ইয়ার্ন পার্ট) (800, 395, 898, 405)
bank-logo-block (592, 1362, 936, 1391)
obituary-body: চট্টগ্রামের বোয়ালখালী উপজেলার শ্রীপুর-খরণদ্বীপ ইউনিয়নের পূর্ব খরণদ্বীপ গ্রামের বাসিন্দা ও বীর মুক্তিযোদ্ধা মাস্টার অমল মজুমদারের পিতা অনিল মজুমদার (৮৮) গতকাল শনিবার রাত ১০টা ২০ মিনিটে চট্টগ্রামের একটি বেসরকারি হাসপাতালে চিকিৎসাধীন অবস্থায় পরলোকগমন করেছেন। মৃত্যুকালে তিনি স্ত্রী, পুত্র-কন্যা, নাতি-নাতনিসহ অসংখ্য আত্মীয়স্বজন ও গুণগ্রাহী রেখে যান। প্রয়াত অনিল মজুমদারের মৃত্যুতে বোয়ালখালী উপজেলা চেয়ারম্যান, শ্রীপুর-খরণদ্বীপ ইউনিয়ন পরিষদের চেয়ারম্যান ও সংগঠনের নেতৃবৃন্দ গভীর শোক প্রকাশ করেছেন। (588, 154, 710, 258)
table-cell (162, 1147, 198, 1157)
tofsil-title: তফসিল (130, 790, 232, 804)
org-contact: Email- nilpbs@gmail.com, Web: pbs.nilphamari.gov.bd (116, 995, 280, 1003)
dateline: ■ চট্টগ্রাম অফিস (234, 96, 276, 103)
table-cell (297, 1167, 351, 1177)
term-item: ৪. সর্বোচ্চ দরদাতাকে দরপত্র গ্রহণের ৩০ দিনের মধ্যে অবশিষ্ট মূল্য পরিশোধ করিতে হইবে, অন্যথায় জমাকৃত অর্থ বাজেয়াপ্ত করা হইবে। (592, 1128, 888, 1135)
table-row (11, 1167, 352, 1177)
bulb-icon (326, 629, 352, 655)
page-header (0, 0, 945, 52)
table-cell: ০৫ (11, 1167, 40, 1177)
premier-bank-auction-notice (588, 448, 940, 1446)
schedule-list (592, 650, 936, 1070)
term-item: ৩. দরপত্র একই দিন বেলা ৩:০০ ঘটিকায় উপস্থিত দরদাতাগণের সম্মুখে খোলা হইবে। (592, 1117, 778, 1124)
table-cell: ল্যাব অ্যাটেনডেন্ট (বেতন স্কেল: ৯,০০০ - ২১,৮০০ (গ্রেড-১৯)) (624, 395, 800, 405)
table-row (11, 419, 352, 458)
table-cell (198, 1136, 240, 1146)
schedule-item: (গ) জেলা- মুন্সিগঞ্জ, থানা ও সাব-রেজিস্ট্রি অফিস- গজারিয়া, মৌজা- ভবেরচর, জেএল নং- ১৭, দাগ নং- ৬৪৪, মোট জমির পরিমাণ ২৪.৪৫ শতাংশ। (592, 707, 921, 714)
intro: e-Tender is invited in the national e-GP System Portal (http://www.eprocure.gov.bd) for the following: (10, 384, 287, 391)
contact-line: যোগাযোগ: ০২২২২২৭৪৮৮৮ ও এক্সটেনশন-৩৫২ (826, 1390, 936, 1397)
table-cell: ক্রস আর্ম (40, 1177, 107, 1187)
table-cell (198, 1147, 240, 1157)
tagline: শেখ হাসিনার উদ্যোগ, ঘরে ঘরে বিদ্যুৎ (269, 336, 352, 342)
col-header: পরিমাণ (106, 1116, 137, 1126)
col-header: ক্রমিক নং (593, 385, 624, 395)
table-cell: ১৬-০৯-২০২৩ (297, 1126, 351, 1136)
article-titas (716, 58, 940, 238)
table-row (593, 395, 936, 405)
col-header: ক্রম নং (11, 1116, 40, 1126)
notice-title: দরপত্র বিজ্ঞপ্তি (110, 1006, 252, 1020)
schedule-item: (চ) জেলা- ঢাকা, থানা ও সাব-রেজিস্ট্রি অফিস- মিরপুর, মৌজা- দুয়ারীপাড়া, জেএল নং- ১০২, দাগ নং- ৬১০, মোট জমির পরিমাণ ৫.০০ কাঠা। (592, 743, 908, 750)
